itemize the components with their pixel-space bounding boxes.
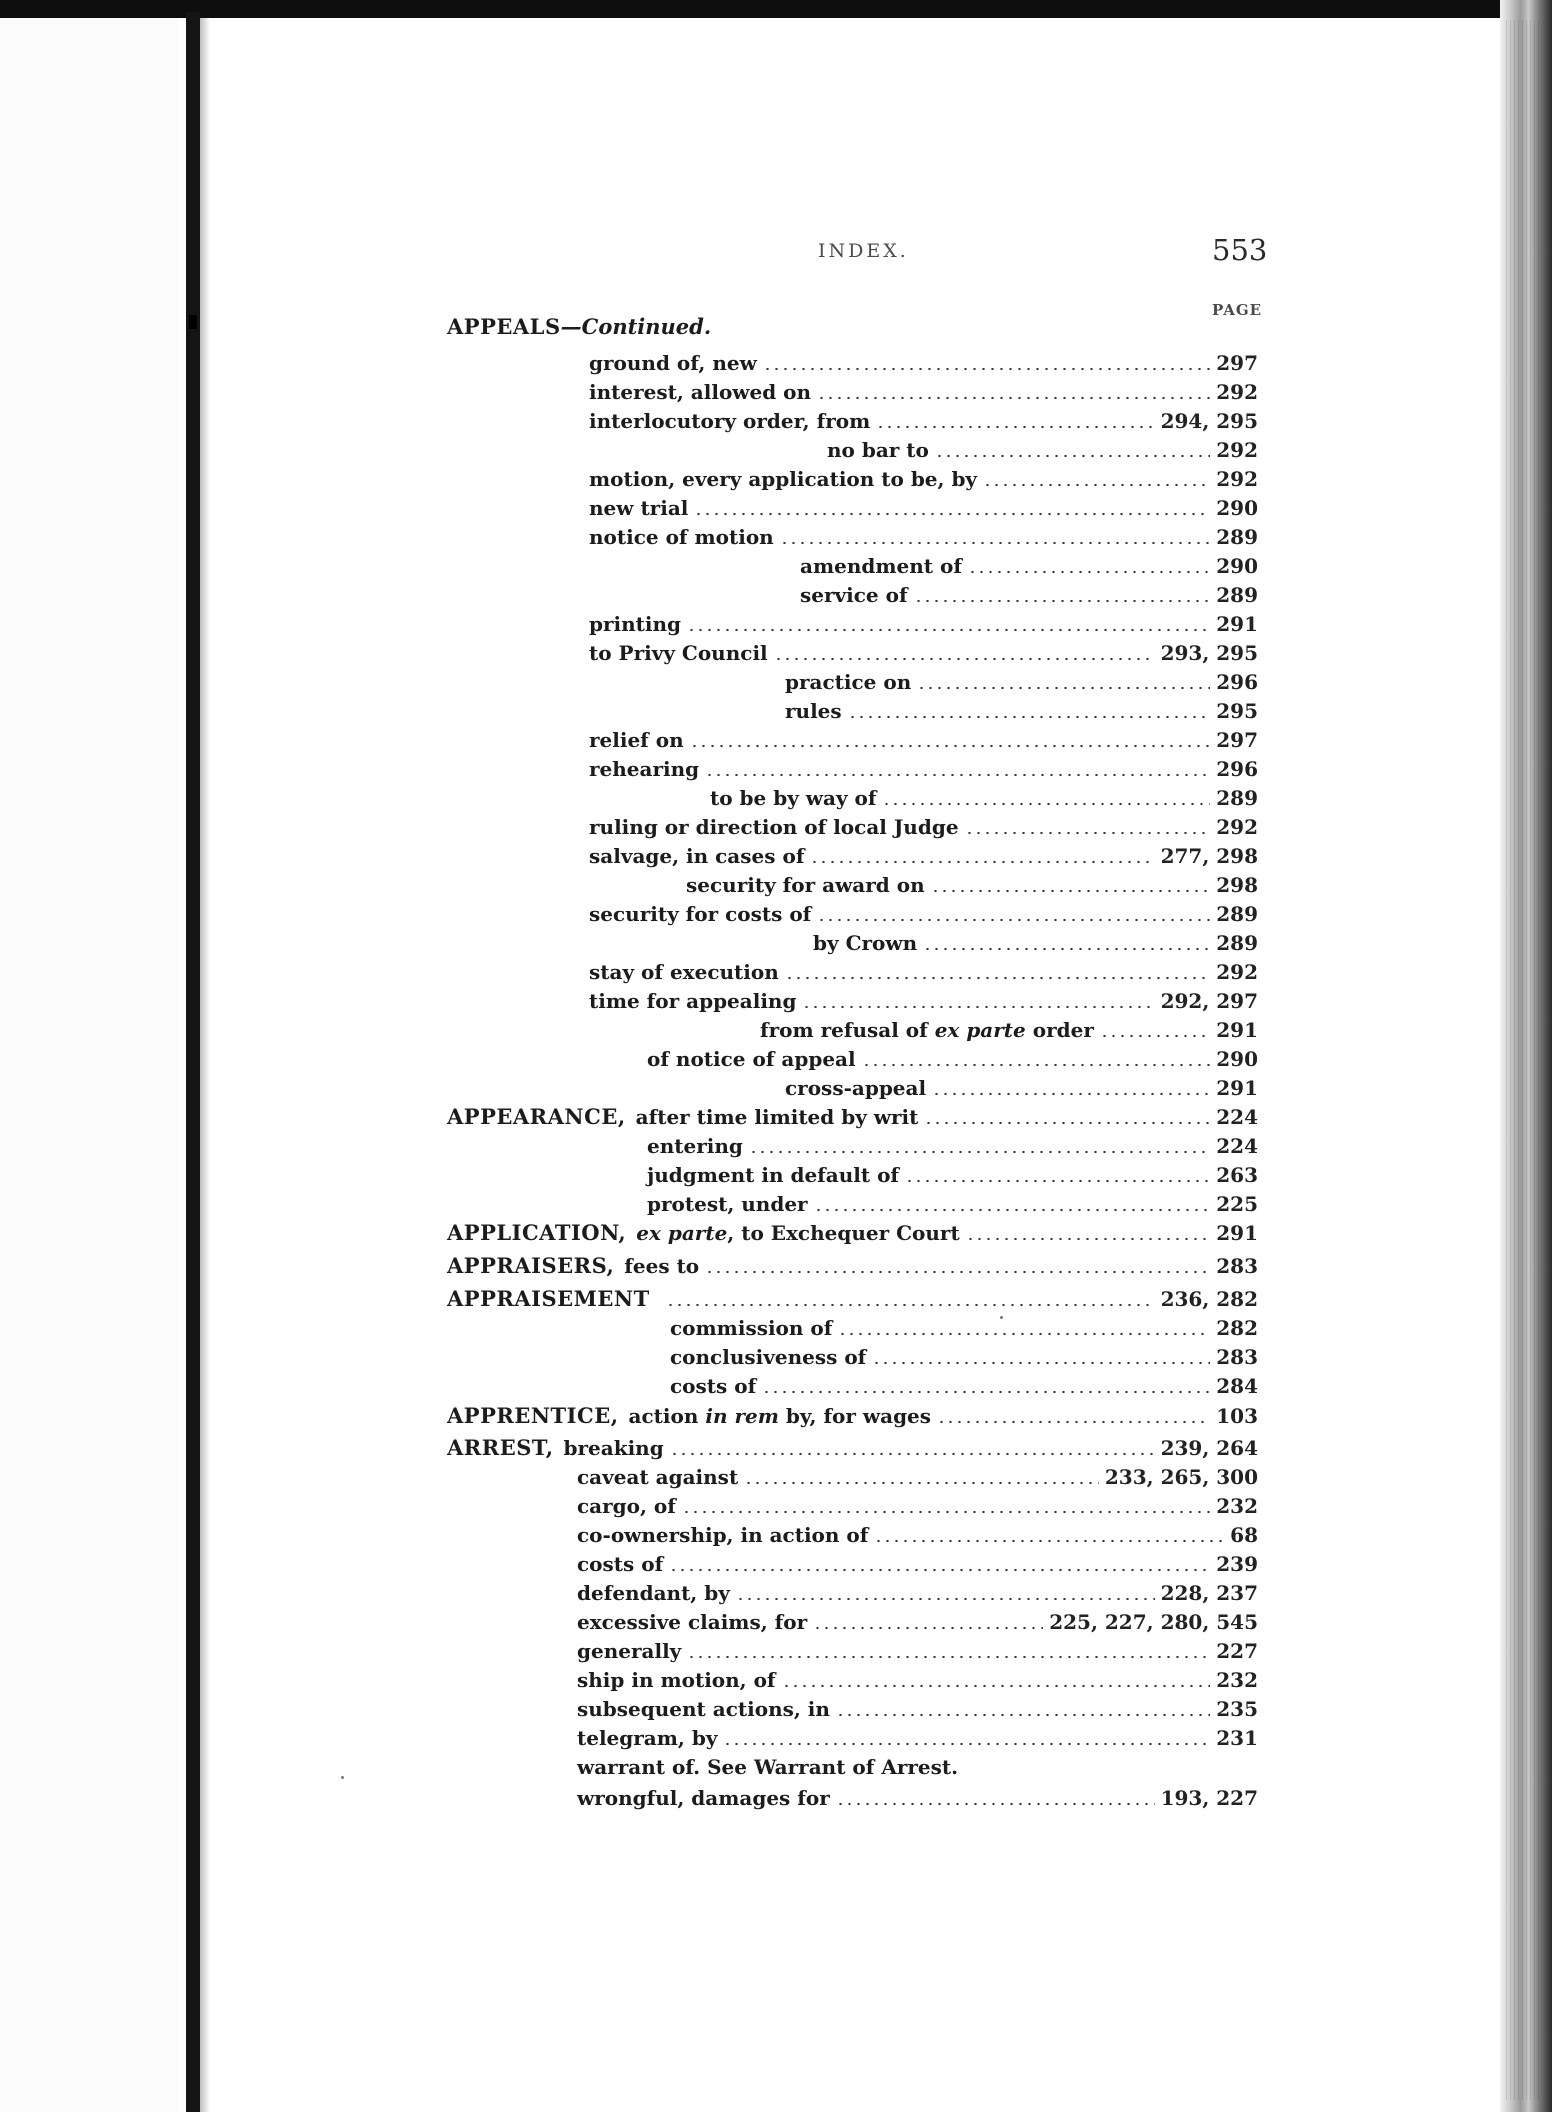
- entry-subject: ground of, new: [589, 351, 757, 375]
- entry-text: [589, 813, 959, 841]
- dot-leader: [802, 1005, 1154, 1009]
- entry-subject: cross-appeal: [785, 1076, 927, 1100]
- dot-leader: [736, 1597, 1155, 1601]
- entry-text: [670, 1372, 756, 1400]
- entry-pages: 289: [1216, 583, 1258, 607]
- entry-text: [447, 1252, 699, 1280]
- entry-subject: after time limited by writ: [635, 1105, 919, 1129]
- subject-part: , to Exchequer Court: [727, 1221, 960, 1245]
- entry-pages: 224: [1216, 1105, 1258, 1129]
- entry-text: [589, 378, 811, 406]
- dot-leader: [780, 541, 1211, 545]
- index-entry: [800, 581, 1258, 609]
- entry-pages: 193, 227: [1160, 1786, 1258, 1810]
- entry-pages: 232: [1216, 1494, 1258, 1518]
- entry-pages: 225: [1216, 1192, 1258, 1216]
- index-entry: [589, 958, 1258, 986]
- entry-subject: service of: [800, 583, 908, 607]
- entry-text: [589, 494, 688, 522]
- entry-subject: interlocutory order, from: [589, 409, 871, 433]
- scan-top-border: [0, 0, 1552, 18]
- entry-pages: 292: [1216, 380, 1258, 404]
- entry-text: [800, 581, 908, 609]
- entry-subject: ship in motion, of: [577, 1668, 776, 1692]
- entry-subject: by Crown: [813, 931, 918, 955]
- entry-pages: 228, 237: [1160, 1581, 1258, 1605]
- entry-pages: 227: [1216, 1639, 1258, 1663]
- entry-pages: 283: [1216, 1254, 1258, 1278]
- page-column-heading: PAGE: [1212, 301, 1263, 319]
- dot-leader: [876, 425, 1154, 429]
- entry-pages: 233, 265, 300: [1104, 1465, 1258, 1489]
- index-entry: [589, 755, 1258, 783]
- entry-text: [589, 610, 681, 638]
- entry-pages: 239: [1216, 1552, 1258, 1576]
- index-entry: [670, 1314, 1258, 1342]
- entry-subject: rehearing: [589, 757, 700, 781]
- index-entry: [589, 610, 1258, 638]
- index-entry: [589, 842, 1258, 870]
- entry-pages: 291: [1216, 1018, 1258, 1042]
- dot-leader: [817, 396, 1210, 400]
- index-entry: [785, 668, 1258, 696]
- dot-leader: [937, 1420, 1210, 1424]
- entry-pages: 293, 295: [1160, 641, 1258, 665]
- entry-text: [785, 697, 842, 725]
- index-entry: [589, 900, 1258, 928]
- entry-subject: subsequent actions, in: [577, 1697, 830, 1721]
- entry-pages: 290: [1216, 554, 1258, 578]
- dot-leader: [923, 947, 1210, 951]
- entry-subject: generally: [577, 1639, 682, 1663]
- dot-leader: [810, 860, 1154, 864]
- gutter-shadow: [200, 18, 210, 2112]
- entry-text: [589, 726, 684, 754]
- appeals-heading: [447, 314, 711, 339]
- index-entry: [577, 1492, 1258, 1520]
- entry-text: [589, 842, 804, 870]
- entry-text: [589, 407, 870, 435]
- entry-pages: 232: [1216, 1668, 1258, 1692]
- index-entry: [447, 1285, 1258, 1313]
- subject-italic: ex parte: [636, 1221, 728, 1245]
- entry-text: [577, 1463, 738, 1491]
- entry-subject: [636, 1221, 959, 1245]
- entry-pages: 292: [1216, 960, 1258, 984]
- index-entry: [589, 465, 1258, 493]
- entry-pages: 231: [1216, 1726, 1258, 1750]
- index-entry: [577, 1463, 1258, 1491]
- index-entry: [577, 1608, 1258, 1636]
- entry-subject: fees to: [624, 1254, 700, 1278]
- page-edge-texture: [1506, 20, 1540, 2100]
- entry-pages: 290: [1216, 1047, 1258, 1071]
- dot-leader: [666, 1303, 1155, 1307]
- entry-text: [577, 1753, 958, 1781]
- dot-leader: [813, 1626, 1043, 1630]
- index-entry: [800, 552, 1258, 580]
- entry-heading: APPRAISEMENT: [447, 1286, 650, 1311]
- entry-pages: 292: [1216, 467, 1258, 491]
- entry-heading: APPEARANCE,: [447, 1104, 626, 1129]
- entry-subject: [629, 1404, 932, 1428]
- entry-subject: interest, allowed on: [589, 380, 812, 404]
- entry-pages: 289: [1216, 525, 1258, 549]
- index-entry: [589, 378, 1258, 406]
- entry-text: [447, 1434, 664, 1462]
- index-entry: [577, 1753, 1258, 1781]
- continued-label: —Continued.: [560, 314, 712, 339]
- entry-pages: 235: [1216, 1697, 1258, 1721]
- entry-subject: co-ownership, in action of: [577, 1523, 869, 1547]
- index-entry: [447, 1219, 1258, 1247]
- index-entry: [589, 639, 1258, 667]
- dot-leader: [705, 773, 1210, 777]
- entry-subject: excessive claims, for: [577, 1610, 808, 1634]
- dot-leader: [862, 1063, 1211, 1067]
- entry-pages: 289: [1216, 902, 1258, 926]
- dot-leader: [838, 1332, 1210, 1336]
- entry-text: [760, 1016, 1094, 1044]
- entry-text: [589, 523, 774, 551]
- entry-pages: 224: [1216, 1134, 1258, 1158]
- entry-text: [670, 1314, 832, 1342]
- index-entry: [670, 1372, 1258, 1400]
- entry-text: [577, 1637, 681, 1665]
- entry-text: [577, 1521, 868, 1549]
- entry-subject: printing: [589, 612, 682, 636]
- entry-text: [577, 1608, 807, 1636]
- entry-pages: 294, 295: [1160, 409, 1258, 433]
- entry-subject: telegram, by: [577, 1726, 718, 1750]
- index-entry: [647, 1045, 1258, 1073]
- dot-leader: [817, 918, 1210, 922]
- dot-leader: [687, 1655, 1210, 1659]
- dot-leader: [682, 1510, 1210, 1514]
- dot-leader: [836, 1713, 1210, 1717]
- entry-subject: protest, under: [647, 1192, 808, 1216]
- entry-text: [647, 1190, 808, 1218]
- index-entry: [785, 1074, 1258, 1102]
- subject-italic: in rem: [705, 1404, 779, 1428]
- page-number: 553: [1212, 233, 1268, 267]
- entry-subject: amendment of: [800, 554, 962, 578]
- entry-heading: ARREST,: [447, 1435, 554, 1460]
- subject-part: action: [628, 1404, 706, 1428]
- entry-pages: 291: [1216, 1221, 1258, 1245]
- entry-pages: 296: [1216, 757, 1258, 781]
- entry-subject: stay of execution: [589, 960, 779, 984]
- entry-pages: 296: [1216, 670, 1258, 694]
- dot-leader: [914, 599, 1211, 603]
- entry-subject: wrongful, damages for: [577, 1786, 830, 1810]
- index-entry: [589, 726, 1258, 754]
- dot-leader: [848, 715, 1211, 719]
- entry-text: [686, 871, 925, 899]
- dot-leader: [669, 1568, 1210, 1572]
- entry-pages: 291: [1216, 612, 1258, 636]
- index-entry: [589, 523, 1258, 551]
- entry-text: [577, 1724, 717, 1752]
- entry-subject: defendant, by: [577, 1581, 730, 1605]
- index-entry: [647, 1161, 1258, 1189]
- entry-subject: costs of: [670, 1374, 757, 1398]
- entry-pages: 297: [1216, 728, 1258, 752]
- entry-text: [577, 1666, 776, 1694]
- index-entry: [760, 1016, 1258, 1044]
- entry-text: [447, 1402, 931, 1430]
- entry-pages: 292: [1216, 438, 1258, 462]
- index-entry: [589, 987, 1258, 1015]
- entry-subject: rules: [785, 699, 842, 723]
- entry-text: [577, 1492, 676, 1520]
- dot-leader: [968, 570, 1210, 574]
- index-entry: [577, 1521, 1258, 1549]
- dot-leader: [774, 657, 1155, 661]
- entry-text: [447, 1285, 660, 1313]
- entry-subject: entering: [647, 1134, 743, 1158]
- entry-subject: practice on: [785, 670, 912, 694]
- entry-text: [589, 958, 779, 986]
- entry-pages: 284: [1216, 1374, 1258, 1398]
- dot-leader: [932, 1092, 1210, 1096]
- entry-pages: 290: [1216, 496, 1258, 520]
- dot-leader: [763, 367, 1210, 371]
- entry-text: [589, 755, 699, 783]
- entry-pages: 297: [1216, 351, 1258, 375]
- entry-text: [447, 1219, 960, 1247]
- index-entry: [589, 407, 1258, 435]
- entry-text: [589, 639, 768, 667]
- dot-leader: [694, 512, 1210, 516]
- dot-leader: [924, 1121, 1210, 1125]
- entry-subject: [760, 1018, 1094, 1042]
- index-entry: [577, 1724, 1258, 1752]
- entry-text: [800, 552, 962, 580]
- index-entry: [589, 813, 1258, 841]
- entry-pages: 292, 297: [1160, 989, 1258, 1013]
- dot-leader: [690, 744, 1211, 748]
- dot-leader: [785, 976, 1210, 980]
- entry-text: [647, 1132, 743, 1160]
- dot-leader: [1100, 1034, 1210, 1038]
- entry-subject: security for costs of: [589, 902, 812, 926]
- entry-pages: 283: [1216, 1345, 1258, 1369]
- entry-text: [670, 1343, 866, 1371]
- margin-mark: [189, 315, 197, 329]
- dot-leader: [874, 1539, 1224, 1543]
- index-entry: [577, 1666, 1258, 1694]
- entry-heading: APPRAISERS,: [447, 1253, 615, 1278]
- dot-leader: [983, 483, 1210, 487]
- paper-speck: [341, 1776, 344, 1779]
- index-entry: [447, 1103, 1258, 1131]
- entry-subject: costs of: [577, 1552, 664, 1576]
- entry-text: [577, 1550, 663, 1578]
- subject-italic: ex parte: [934, 1018, 1026, 1042]
- entry-text: [827, 436, 929, 464]
- entry-text: [647, 1045, 856, 1073]
- entry-text: [589, 900, 811, 928]
- entry-pages: 291: [1216, 1076, 1258, 1100]
- dot-leader: [744, 1481, 1099, 1485]
- entry-heading: APPLICATION,: [447, 1220, 627, 1245]
- entry-subject: no bar to: [827, 438, 929, 462]
- entry-text: [813, 929, 917, 957]
- dot-leader: [814, 1208, 1211, 1212]
- appeals-head-word: APPEALS: [447, 314, 561, 339]
- subject-part: order: [1025, 1018, 1094, 1042]
- entry-subject: conclusiveness of: [670, 1345, 867, 1369]
- entry-text: [785, 668, 911, 696]
- dot-leader: [836, 1802, 1155, 1806]
- entry-subject: notice of motion: [589, 525, 774, 549]
- entry-subject: to be by way of: [710, 786, 877, 810]
- index-entry: [785, 697, 1258, 725]
- entry-pages: 289: [1216, 786, 1258, 810]
- facing-page: [0, 18, 178, 2112]
- entry-subject: cargo, of: [577, 1494, 676, 1518]
- dot-leader: [723, 1742, 1210, 1746]
- entry-subject: of notice of appeal: [647, 1047, 856, 1071]
- entry-subject: new trial: [589, 496, 689, 520]
- entry-text: [589, 465, 977, 493]
- dot-leader: [687, 628, 1210, 632]
- index-entry: [827, 436, 1258, 464]
- entry-pages: 292: [1216, 815, 1258, 839]
- dot-leader: [935, 454, 1210, 458]
- entry-pages: 239, 264: [1160, 1436, 1258, 1460]
- entry-subject: motion, every application to be, by: [589, 467, 978, 491]
- entry-text: [589, 349, 757, 377]
- entry-subject: commission of: [670, 1316, 833, 1340]
- dot-leader: [931, 889, 1211, 893]
- entry-subject: warrant of. See Warrant of Arrest.: [577, 1755, 959, 1779]
- entry-text: [589, 987, 796, 1015]
- dot-leader: [872, 1361, 1210, 1365]
- index-entry: [710, 784, 1258, 812]
- entry-text: [785, 1074, 926, 1102]
- entry-subject: to Privy Council: [589, 641, 768, 665]
- entry-text: [710, 784, 876, 812]
- running-head: INDEX.: [818, 240, 909, 262]
- index-entry: [577, 1637, 1258, 1665]
- entry-text: [577, 1579, 730, 1607]
- index-entry: [577, 1579, 1258, 1607]
- entry-pages: 263: [1216, 1163, 1258, 1187]
- index-entry: [447, 1402, 1258, 1430]
- dot-leader: [670, 1452, 1155, 1456]
- dot-leader: [905, 1179, 1210, 1183]
- index-entry: [670, 1343, 1258, 1371]
- entry-text: [647, 1161, 899, 1189]
- dot-leader: [882, 802, 1210, 806]
- entry-pages: 225, 227, 280, 545: [1049, 1610, 1258, 1634]
- entry-subject: security for award on: [686, 873, 925, 897]
- entry-subject: caveat against: [577, 1465, 739, 1489]
- entry-pages: 277, 298: [1160, 844, 1258, 868]
- entry-pages: 103: [1216, 1404, 1258, 1428]
- entry-pages: 282: [1216, 1316, 1258, 1340]
- index-entry: [647, 1190, 1258, 1218]
- dot-leader: [749, 1150, 1210, 1154]
- entry-subject: judgment in default of: [647, 1163, 900, 1187]
- entry-subject: ruling or direction of local Judge: [589, 815, 959, 839]
- index-entry: [589, 494, 1258, 522]
- index-entry: [813, 929, 1258, 957]
- entry-subject: time for appealing: [589, 989, 797, 1013]
- dot-leader: [917, 686, 1210, 690]
- dot-leader: [966, 1237, 1211, 1241]
- subject-part: from refusal of: [760, 1018, 935, 1042]
- index-entry: [577, 1784, 1258, 1812]
- index-entry: [577, 1695, 1258, 1723]
- index-entry: [589, 349, 1258, 377]
- entry-text: [577, 1784, 830, 1812]
- index-entry: [447, 1434, 1258, 1462]
- entry-pages: 295: [1216, 699, 1258, 723]
- entry-subject: breaking: [563, 1436, 664, 1460]
- dot-leader: [762, 1390, 1210, 1394]
- entry-pages: 236, 282: [1160, 1287, 1258, 1311]
- entry-subject: salvage, in cases of: [589, 844, 805, 868]
- index-entry: [577, 1550, 1258, 1578]
- entry-pages: 68: [1230, 1523, 1258, 1547]
- subject-part: by, for wages: [778, 1404, 932, 1428]
- entry-pages: 289: [1216, 931, 1258, 955]
- index-entry: [647, 1132, 1258, 1160]
- entry-text: [577, 1695, 830, 1723]
- dot-leader: [782, 1684, 1211, 1688]
- entry-heading: APPRENTICE,: [447, 1403, 619, 1428]
- entry-pages: 298: [1216, 873, 1258, 897]
- entry-text: [447, 1103, 918, 1131]
- dot-leader: [965, 831, 1211, 835]
- entry-subject: relief on: [589, 728, 684, 752]
- index-entry: [686, 871, 1258, 899]
- dot-leader: [705, 1270, 1210, 1274]
- index-entry: [447, 1252, 1258, 1280]
